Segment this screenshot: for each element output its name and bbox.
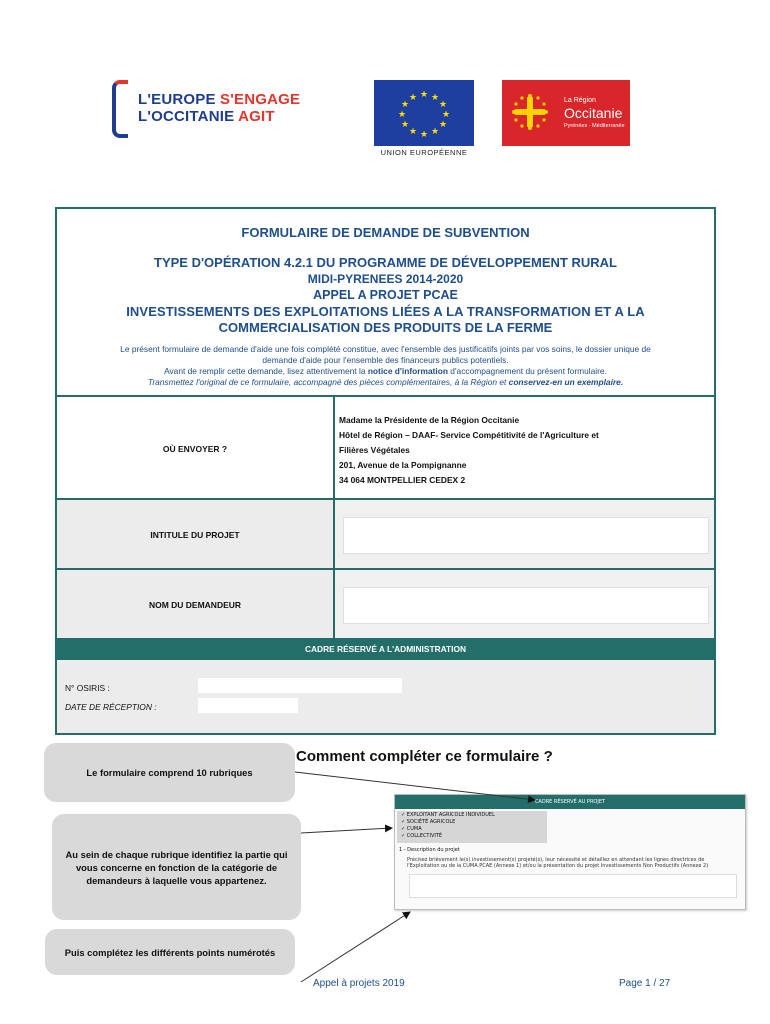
example-category: COLLECTIVITÉ [406, 833, 443, 839]
send-to-label: OÙ ENVOYER ? [57, 397, 335, 500]
investment-title-line1: INVESTISSEMENTS DES EXPLOITATIONS LIÉES A LA TRANSFORMATION ET A LA [126, 304, 645, 319]
address-line2: Hôtel de Région – DAAF- Service Compétitivité de l'Agriculture et [339, 430, 599, 440]
eu-caption: UNION EUROPÉENNE [380, 148, 468, 157]
logo-line2-a: L'OCCITANIE [138, 108, 235, 125]
occitanie-big-text: Occitanie [564, 105, 623, 121]
example-section-bar: CADRE RÉSERVÉ AU PROJET [395, 795, 745, 809]
address-line3: Filières Végétales [339, 445, 410, 455]
occitanie-sub-text: Pyrénées · Méditerranée [564, 123, 625, 129]
arrow-to-section-bar [295, 772, 535, 800]
call-title: APPEL A PROJET PCAE [313, 288, 458, 302]
svg-text:★: ★ [438, 100, 448, 110]
svg-text:★: ★ [408, 127, 418, 137]
svg-text:★: ★ [419, 90, 429, 100]
footer-page-number: Page 1 / 27 [619, 978, 671, 989]
operation-type: TYPE D'OPÉRATION 4.2.1 DU PROGRAMME DE DÉVELOPPEMENT RURAL [154, 255, 617, 270]
svg-text:★: ★ [438, 120, 448, 130]
osiris-label: N° OSIRIS : [65, 683, 110, 693]
svg-text:★: ★ [400, 120, 410, 130]
example-category: CUMA [406, 826, 422, 832]
example-category-list: ✓ EXPLOITANT AGRICOLE INDIVIDUEL ✓ SOCIÉTÉ AGRICOLE ✓ CUMA ✓ COLLECTIVITÉ [397, 811, 547, 843]
svg-text:★: ★ [400, 100, 410, 110]
intro-line4-b: conservez-en un exemplaire. [508, 377, 624, 387]
program-period: MIDI-PYRENEES 2014-2020 [307, 272, 464, 286]
logo-line1-a: L'EUROPE [138, 91, 216, 108]
intro-line3-c: d'accompagnement du présent formulaire. [447, 366, 607, 376]
logo-line1-b: S'ENGAGE [215, 91, 301, 108]
guide-bubble-sections: Le formulaire comprend 10 rubriques [44, 743, 295, 802]
intro-line1: Le présent formulaire de demande d'aide une fois complété constitue, avec l'ensemble des justificatifs joints par vos soins, le dossier unique de [120, 344, 651, 354]
logo-line2-b: AGIT [234, 108, 275, 125]
applicant-name-label: NOM DU DEMANDEUR [57, 570, 335, 640]
example-description: Précisez brièvement le(s) investissement(s) projeté(s), leur nécessité et détaillez en attendant les lignes directrices de l'Exploitation ou de la CUMA PCAE (Annexe 1) et/ou la présentation du projet Investissements Non Productifs (Annexe 2) [407, 857, 709, 869]
guide-bubble-complete: Puis complétez les différents points numérotés [45, 929, 295, 975]
example-category: EXPLOITANT AGRICOLE INDIVIDUEL [406, 812, 495, 818]
intro-line4-a: Transmettez l'original de ce formulaire, accompagné des pièces complémentaires, à la Région et [147, 377, 509, 387]
reception-date-label: DATE DE RÉCEPTION : [65, 702, 157, 712]
admin-section-title: CADRE RÉSERVÉ A L'ADMINISTRATION [57, 638, 714, 660]
svg-text:★: ★ [441, 110, 451, 120]
investment-title-line2: COMMERCIALISATION DES PRODUITS DE LA FERME [218, 320, 553, 335]
svg-text:★: ★ [430, 93, 440, 103]
example-numbered-point: 1 - Description du projet [399, 847, 460, 853]
intro-line3-a: Avant de remplir cette demande, lisez attentivement la [164, 366, 368, 376]
example-category: SOCIÉTÉ AGRICOLE [406, 819, 456, 825]
guide-title: Comment compléter ce formulaire ? [296, 748, 553, 765]
address-line5: 34 064 MONTPELLIER CEDEX 2 [339, 475, 466, 485]
arrow-to-numbered-point [301, 912, 410, 982]
svg-text:★: ★ [419, 130, 429, 140]
project-title-label: INTITULE DU PROJET [57, 500, 335, 570]
notice-link-text: notice d'information [367, 366, 448, 376]
address-line1: Madame la Présidente de la Région Occitanie [339, 415, 520, 425]
guide-bubble-identify: Au sein de chaque rubrique identifiez la partie qui vous concerne en fonction de la catégorie de demandeurs à laquelle vous appartenez. [52, 814, 301, 920]
occitanie-small-text: La Région [564, 97, 596, 104]
svg-text:★: ★ [397, 110, 407, 120]
footer-call-year: Appel à projets 2019 [313, 978, 405, 989]
intro-line2: demande d'aide pour l'ensemble des financeurs publics potentiels. [262, 355, 509, 365]
address-line4: 201, Avenue de la Pompignanne [339, 460, 467, 470]
arrow-to-category-list [301, 828, 392, 833]
svg-text:★: ★ [408, 93, 418, 103]
form-title: FORMULAIRE DE DEMANDE DE SUBVENTION [241, 225, 530, 240]
svg-text:★: ★ [430, 127, 440, 137]
